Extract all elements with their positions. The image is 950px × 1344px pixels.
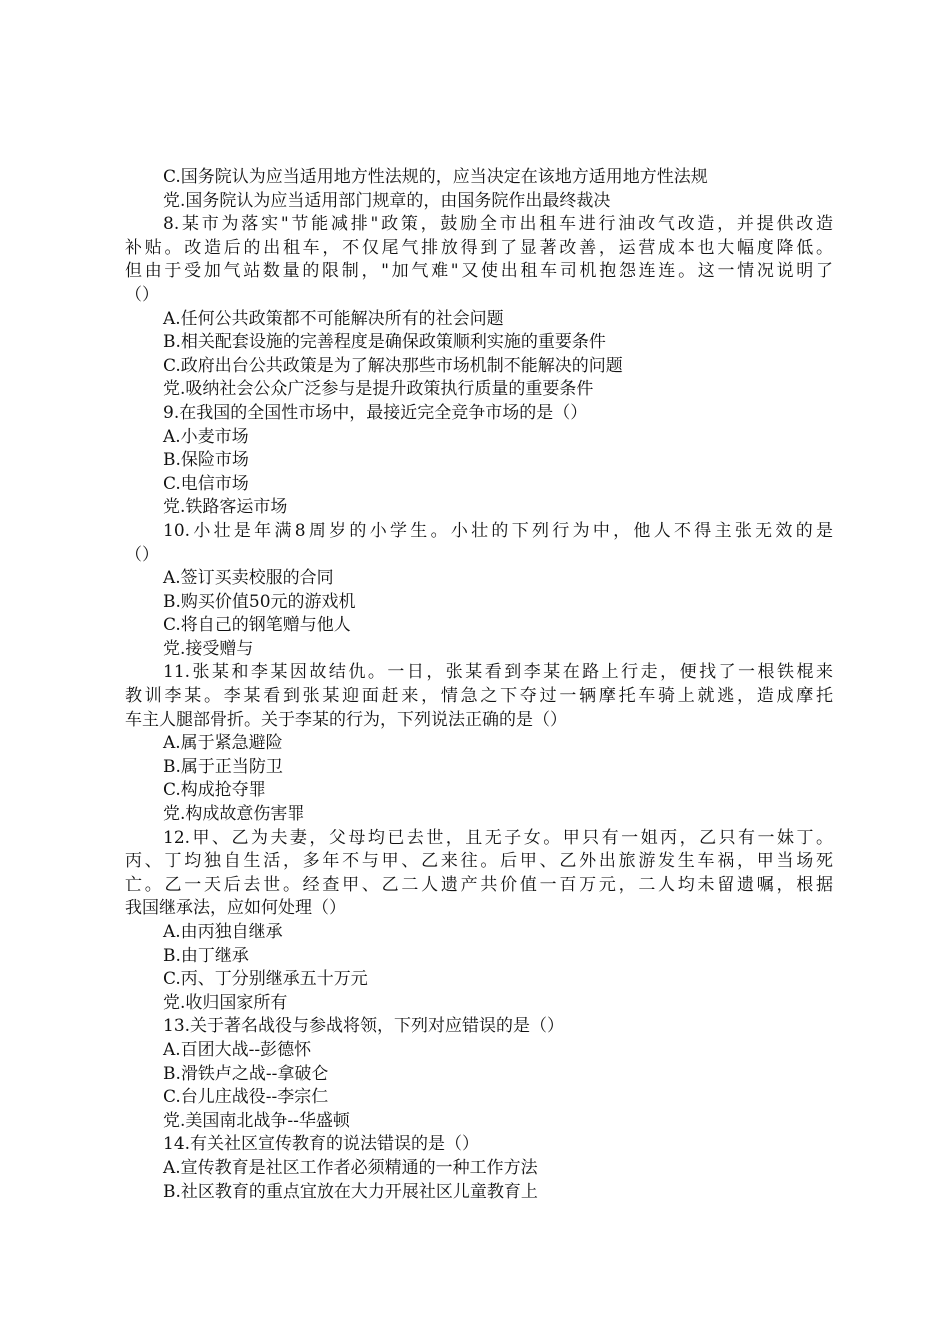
text-line: C.政府出台公共政策是为了解决那些市场机制不能解决的问题 [163, 355, 623, 376]
text-line: A.签订买卖校服的合同 [163, 568, 334, 589]
text-line: B.保险市场 [163, 450, 249, 471]
text-line: 党.美国南北战争--华盛顿 [163, 1110, 350, 1131]
text-line: C.台儿庄战役--李宗仁 [163, 1087, 329, 1108]
document-page [125, 166, 833, 1204]
text-line: B.购买价值50元的游戏机 [163, 591, 356, 612]
text-line: （） [125, 544, 159, 565]
text-line: 我国继承法，应如何处理（） [125, 898, 346, 919]
text-line: 党.构成故意伤害罪 [163, 804, 305, 825]
text-line: 教训李某。李某看到张某迎面赶来，情急之下夺过一辆摩托车骑上就逃，造成摩托 [125, 686, 833, 707]
text-line: B.属于正当防卫 [163, 756, 283, 777]
text-line: 党.接受赠与 [163, 638, 254, 659]
text-line: 9.在我国的全国性市场中，最接近完全竞争市场的是（） [163, 402, 588, 423]
text-line: 党.国务院认为应当适用部门规章的，由国务院作出最终裁决 [163, 190, 611, 211]
text-line: B.滑铁卢之战--拿破仑 [163, 1063, 329, 1084]
text-line: 党.收归国家所有 [163, 992, 288, 1013]
text-line: A.任何公共政策都不可能解决所有的社会问题 [163, 308, 504, 329]
text-line: A.由丙独自继承 [163, 922, 283, 942]
text-line: 补贴。改造后的出租车，不仅尾气排放得到了显著改善，运营成本也大幅度降低。 [125, 237, 833, 258]
text-line: C.电信市场 [163, 473, 249, 494]
text-line: 8.某市为落实"节能减排"政策，鼓励全市出租车进行油改气改造，并提供改造 [163, 214, 833, 235]
text-line: （） [125, 284, 159, 305]
text-line: 丙、丁均独自生活，多年不与甲、乙来往。后甲、乙外出旅游发生车祸，甲当场死 [125, 851, 833, 872]
text-line: A.宣传教育是社区工作者必须精通的一种工作方法 [163, 1157, 538, 1178]
text-line: C.构成抢夺罪 [163, 780, 266, 801]
text-line: 但由于受加气站数量的限制，"加气难"又使出租车司机抱怨连连。这一情况说明了 [125, 261, 833, 282]
text-line: A.属于紧急避险 [163, 733, 283, 754]
text-line: 党.吸纳社会公众广泛参与是提升政策执行质量的重要条件 [163, 379, 594, 400]
text-line: 亡。乙一天后去世。经查甲、乙二人遗产共价值一百万元，二人均未留遗嘱，根据 [125, 874, 833, 895]
text-line: A.小麦市场 [163, 426, 249, 447]
text-line: 党.铁路客运市场 [163, 497, 288, 518]
text-line: C.国务院认为应当适用地方性法规的，应当决定在该地方适用地方性法规 [163, 167, 708, 187]
text-line: B.由丁继承 [163, 945, 249, 966]
text-line: C.丙、丁分别继承五十万元 [163, 969, 368, 990]
text-line: B.社区教育的重点宜放在大力开展社区儿童教育上 [163, 1181, 538, 1202]
text-line: C.将自己的钢笔赠与他人 [163, 615, 351, 636]
text-line: 车主人腿部骨折。关于李某的行为，下列说法正确的是（） [125, 709, 567, 730]
text-line: A.百团大战--彭德怀 [163, 1039, 312, 1060]
text-line: B.相关配套设施的完善程度是确保政策顺利实施的重要条件 [163, 332, 606, 353]
text-line: 13.关于著名战役与参战将领，下列对应错误的是（） [163, 1016, 565, 1037]
text-line: 10.小壮是年满8周岁的小学生。小壮的下列行为中，他人不得主张无效的是 [163, 520, 833, 541]
text-line: 14.有关社区宣传教育的说法错误的是（） [163, 1134, 480, 1155]
text-line: 11.张某和李某因故结仇。一日，张某看到李某在路上行走，便找了一根铁棍来 [163, 662, 833, 683]
text-line: 12.甲、乙为夫妻，父母均已去世，且无子女。甲只有一姐丙，乙只有一妹丁。 [163, 827, 833, 848]
